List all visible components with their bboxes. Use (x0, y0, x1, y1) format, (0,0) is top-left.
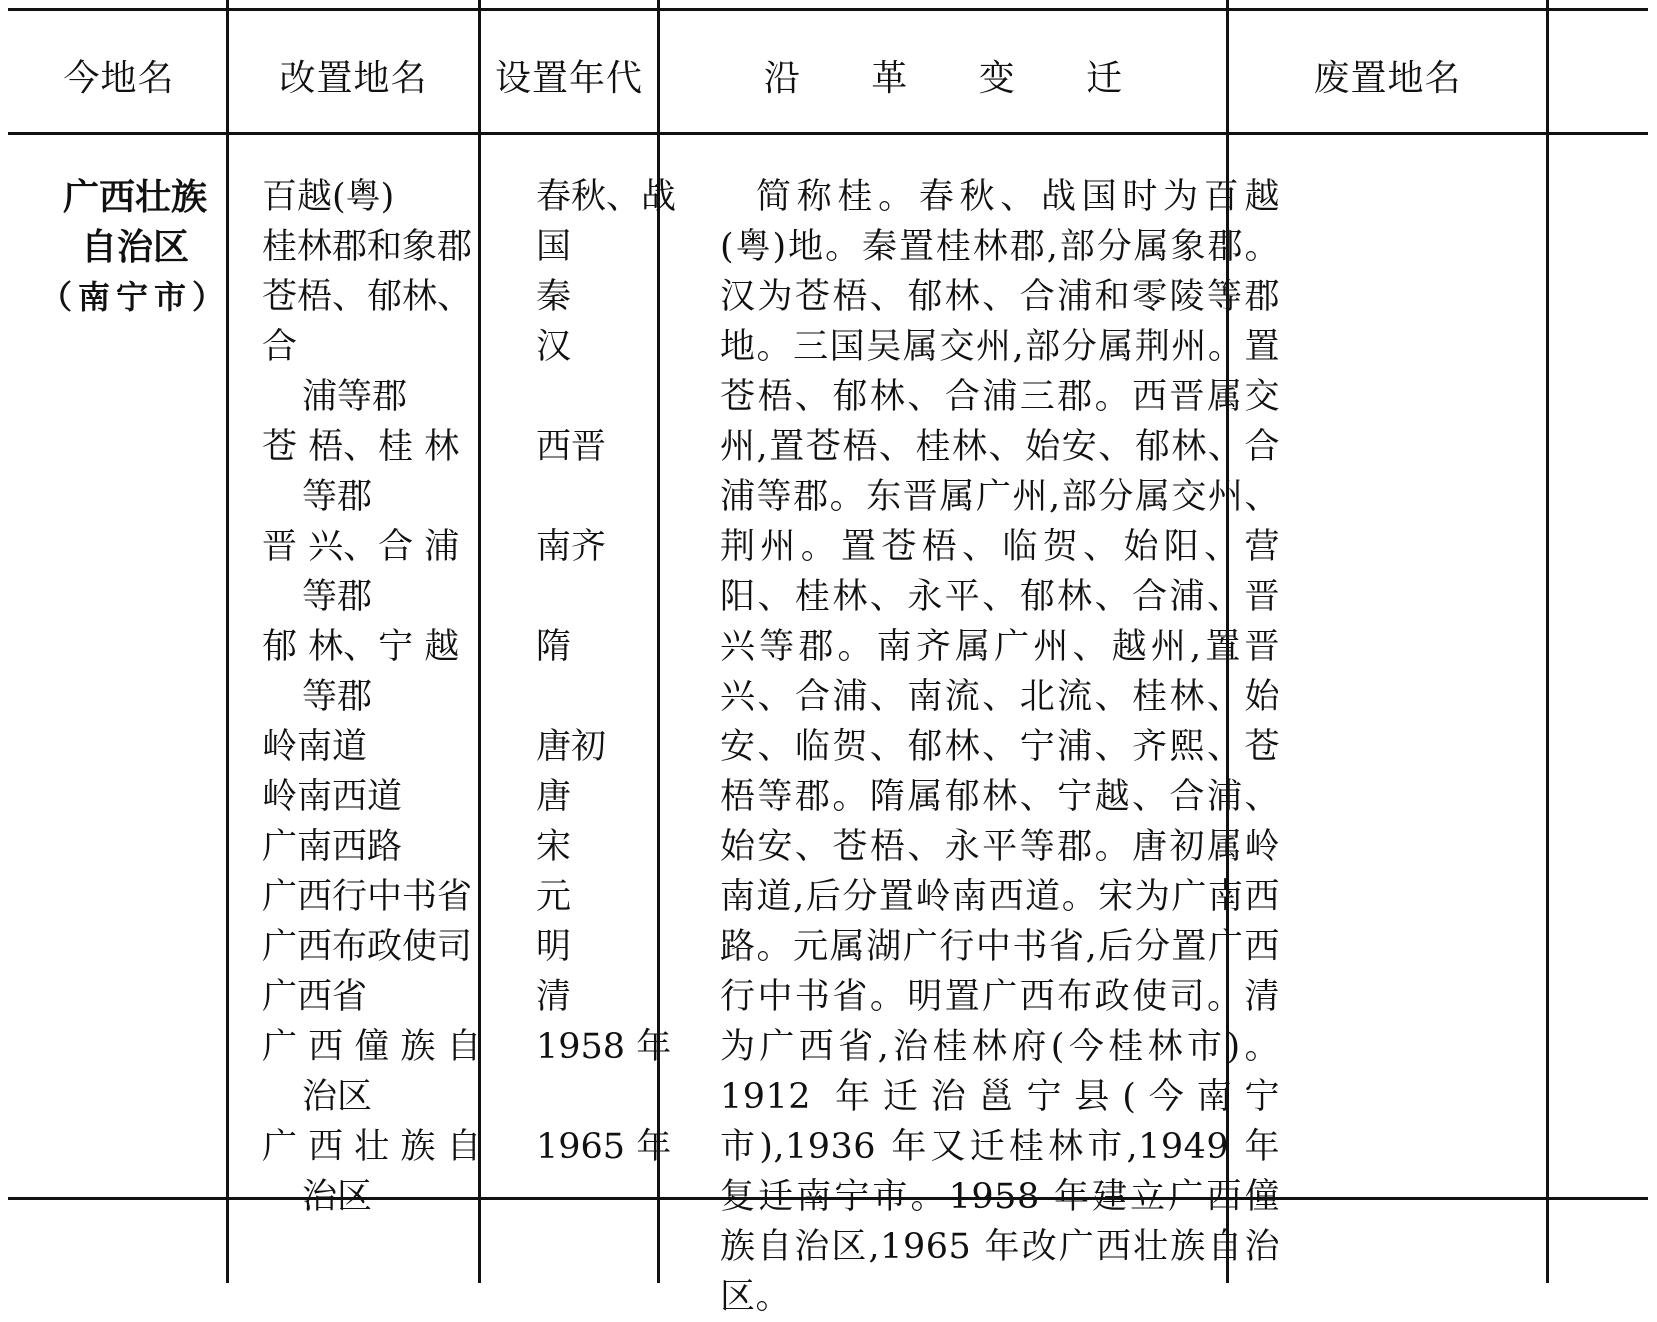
changed-name: 广西布政使司 (262, 927, 473, 967)
list-item (262, 272, 502, 422)
list-item: 秦 (536, 277, 572, 317)
header-abolished-name: 废置地名 (1313, 57, 1462, 99)
list-item (262, 172, 502, 222)
list-item: 明 (536, 927, 572, 967)
era-list (536, 172, 706, 1222)
changed-name: 桂林郡和象郡 (262, 227, 473, 267)
changed-name: 百越(粤) (262, 177, 395, 217)
changed-name-cont: 治区 (302, 1177, 373, 1217)
column-divider-right (1546, 0, 1549, 1283)
current-name-line-2: 自治区 (80, 226, 189, 268)
list-item (262, 222, 502, 272)
list-item (262, 822, 502, 872)
list-item: 清 (536, 977, 572, 1017)
changed-name-cont: 等郡 (302, 677, 373, 717)
changed-name: 广南西路 (262, 827, 403, 867)
changed-name-cont: 等郡 (302, 477, 373, 517)
list-item (262, 922, 502, 972)
current-name-cell (40, 172, 230, 322)
current-name-line-1: 广西壮族 (62, 176, 207, 218)
list-item: 唐初 (536, 727, 607, 767)
list-item: 西晋 (536, 427, 607, 467)
history-text: 简称桂。春秋、战国时为百越(粤)地。秦置桂林郡,部分属象郡。汉为苍梧、郁林、合浦和零陵等郡地。三国吴属交州,部分属荆州。置苍梧、郁林、合浦三郡。西晋属交州,置苍梧、桂林、始安、郁林、合浦等郡。东晋属广州,部分属交州、荆州。置苍梧、临贺、始阳、营阳、桂林、永平、郁林、合浦、晋兴等郡。南齐属广州、越州,置晋兴、合浦、南流、北流、桂林、始安、临贺、郁林、宁浦、齐熙、苍梧等郡。隋属郁林、宁越、合浦、始安、苍梧、永平等郡。唐初属岭南道,后分置岭南西道。宋为广南西路。元属湖广行中书省,后分置广西行中书省。明置广西布政使司。清为广西省,治桂林府(今桂林市)。1912 年迁治邕宁县(今南宁市),1936 年又迁桂林市,1949 年复迁南宁市。1958 年建立广西僮族自治区,1965 年改广西壮族自治区。 (720, 177, 1280, 1317)
header-established-era: 设置年代 (494, 57, 643, 99)
current-name-line-3: （南宁市） (40, 278, 231, 316)
changed-name: 广 西 僮 族 自 (262, 1027, 482, 1067)
header-history: 沿 革 变 迁 (763, 57, 1153, 99)
list-item (262, 872, 502, 922)
list-item (262, 522, 502, 622)
abolished-name-cell (1240, 172, 1540, 212)
changed-name: 广 西 壮 族 自 (262, 1127, 482, 1167)
header-current-name: 今地名 (63, 57, 175, 99)
changed-name: 苍梧、郁林、合 (262, 277, 473, 367)
changed-name: 晋 兴、合 浦 (262, 527, 460, 567)
list-item: 宋 (536, 827, 572, 867)
list-item (262, 722, 502, 772)
changed-name-cont: 等郡 (302, 577, 373, 617)
list-item: 1958 年 (536, 1027, 672, 1067)
list-item: 唐 (536, 777, 572, 817)
changed-name-cont: 治区 (302, 1077, 373, 1117)
list-item (262, 772, 502, 822)
list-item (262, 422, 502, 522)
list-item: 元 (536, 877, 572, 917)
table-top-border (8, 8, 1648, 11)
list-item: 汉 (536, 327, 572, 367)
list-item (262, 622, 502, 722)
header-bottom-border (8, 132, 1648, 135)
list-item: 隋 (536, 627, 572, 667)
list-item: 南齐 (536, 527, 607, 567)
changed-name: 广西行中书省 (262, 877, 473, 917)
changed-name: 广西省 (262, 977, 368, 1017)
header-changed-name: 改置地名 (279, 57, 428, 99)
list-item (262, 1022, 502, 1122)
changed-name-cont: 浦等郡 (302, 377, 408, 417)
list-item: 1965 年 (536, 1127, 672, 1167)
changed-name: 岭南道 (262, 727, 368, 767)
changed-name: 苍 梧、桂 林 (262, 427, 460, 467)
changed-name: 岭南西道 (262, 777, 403, 817)
changed-name-list (262, 172, 502, 1222)
list-item (262, 972, 502, 1022)
list-item (262, 1122, 502, 1222)
changed-name: 郁 林、宁 越 (262, 627, 460, 667)
list-item: 春秋、战国 (536, 177, 677, 267)
